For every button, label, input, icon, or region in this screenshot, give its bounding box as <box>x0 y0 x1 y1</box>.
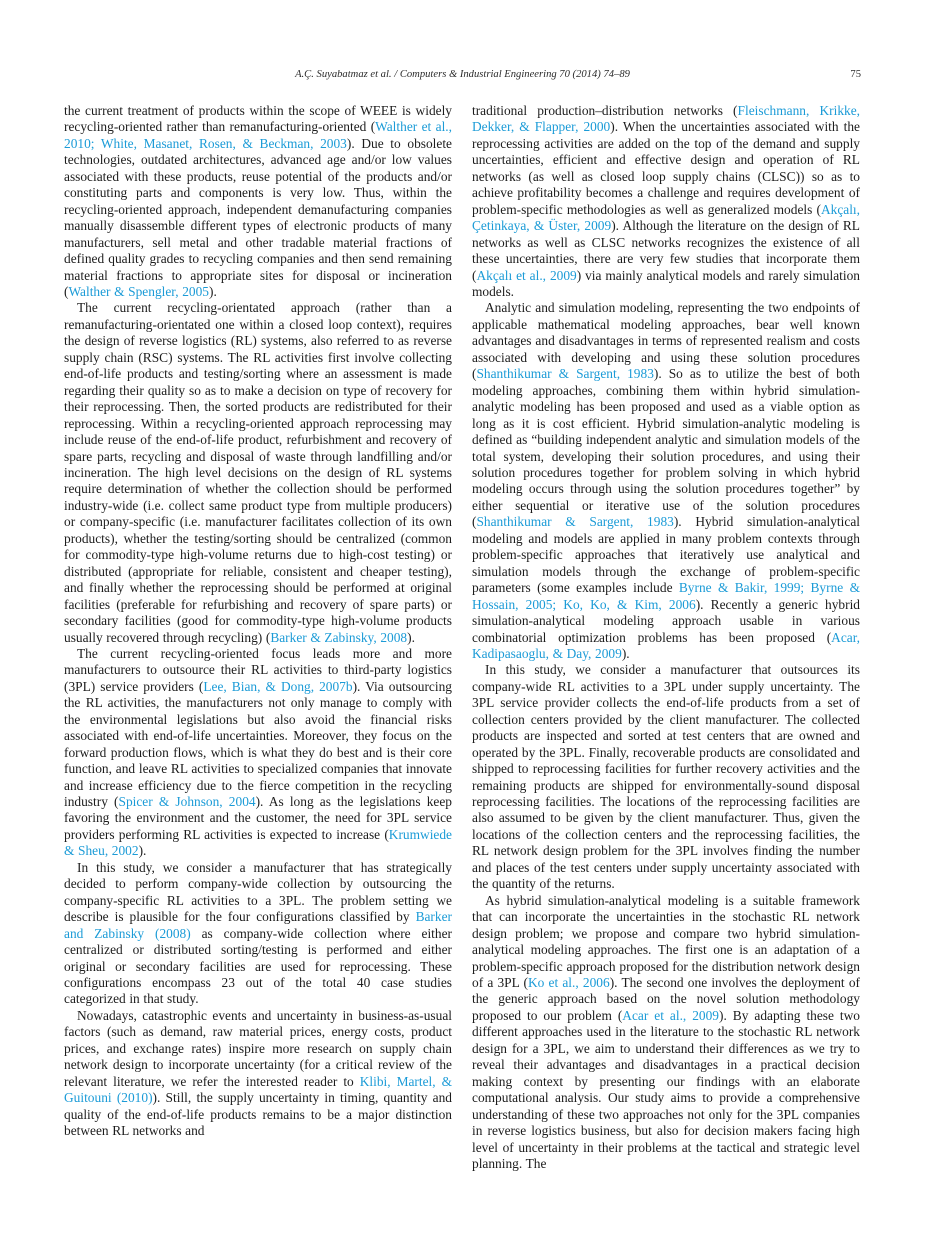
paragraph <box>472 662 860 892</box>
paragraph <box>472 103 860 300</box>
text-run: ). Hybrid simulation-analytical modeling and models are applied in many problem contexts through problem-specific approaches that iteratively use analytical and simulation models through the exchange of problem-specific parameters (some examples include <box>472 514 860 596</box>
text-run: ). Via outsourcing the RL activities, the manufacturers not only manage to comply with the environmental legislations but also avoid the financial risks associated with end-of-life uncertainties. Moreover, they focus on the forward production flows, which is what they do best and is their core function, and leave RL activities to specialized companies that innovate and increase efficiency due to the fierce competition in the recycling industry ( <box>64 678 452 810</box>
article-body <box>64 103 861 1172</box>
text-run: ) via mainly analytical models and rarely simulation models. <box>472 267 860 299</box>
paragraph <box>64 1008 452 1140</box>
text-run: ). Recently a generic hybrid simulation-analytical modeling approach usable in various combinatorial optimization problems has been proposed ( <box>472 596 860 645</box>
page-number: 75 <box>850 69 861 80</box>
text-run: as company-wide collection where either centralized or distributed sorting/testing is performed and either original or secondary facilities are used for reprocessing. These configurations encompass 23 out of the total 40 case studies categorized in that study. <box>64 925 452 1007</box>
citation-link[interactable]: Ko et al., 2006 <box>527 975 610 991</box>
text-run: the current treatment of products within the scope of WEEE is widely recycling-oriented rather than remanufacturing-oriented ( <box>64 103 452 135</box>
citation-link[interactable]: Acar et al., 2009 <box>622 1007 720 1023</box>
text-run: ). Although the literature on the design of RL networks as well as CLSC networks recognizes the existence of all these uncertainties, there are very few studies that incorporate them ( <box>472 218 860 283</box>
text-run: In this study, we consider a manufacturer that outsources its company-wide RL activities to a 3PL under supply uncertainty. The 3PL service provider collects the end-of-life products from a set of collection centers provided by the client manufacturer. The collected products are inspected and sorted at test centers that are owned and operated by the 3PL. Finally, recoverable products are consolidated and shipped to reprocessing facilities for further recovery activities and the remaining products are shipped for environmentally-sound disposal reprocessing facilities. The locations of the reprocessing facilities are also assumed to be given by the client manufacturer. Thus, given the locations of the collection centers and the reprocessing facilities, the RL network design problem for the 3PL involves finding the number and places of the test centers under supply uncertainty associated with the quantity of the returns. <box>472 662 860 892</box>
text-run: ). Due to obsolete technologies, outdated architectures, advanced age and/or low values associated with these products, reuse potential of the products and/or constituting parts and components is very low. Thus, within the recycling-oriented approach, independent demanufacturing companies manually disassemble different types of electronic products of many manufacturers, sell metal and other tradable material fractions of defined quality grades to recycling companies and then send remaining material fractions to appropriate sites for disposal or incineration ( <box>64 135 452 299</box>
citation-link[interactable]: Acar, Kadipasaoglu, & Day, 2009 <box>472 629 860 661</box>
text-run: traditional production–distribution networks ( <box>472 103 738 118</box>
citation-link[interactable]: Fleischmann, Krikke, Dekker, & Flapper, 2000 <box>472 103 860 135</box>
citation-link[interactable]: Akçalı, Çetinkaya, & Üster, 2009 <box>472 201 860 234</box>
citation-link[interactable]: Krumwiede & Sheu, 2002 <box>64 826 452 859</box>
paragraph <box>64 646 452 860</box>
left-column <box>64 103 452 1172</box>
paragraph <box>64 300 452 646</box>
paragraph <box>64 103 452 300</box>
text-run: ). When the uncertainties associated with the reprocessing activities are added on the top of the demand and supply uncertainties, efficient and effective design and operation of RL networks (as well as closed loop supply chains (CLSC)) so as to achieve profitability becomes a challenge and requires development of problem-specific methodologies as well as generalized models ( <box>472 119 860 217</box>
text-run: ). Still, the supply uncertainty in timing, quantity and quality of the end-of-life products remains to be a major distinction between RL networks and <box>64 1090 452 1139</box>
citation-link[interactable]: Barker & Zabinsky, 2008 <box>270 629 408 645</box>
text-run: As hybrid simulation-analytical modeling is a suitable framework that can incorporate the uncertainties in the stochastic RL network design problem; we propose and compare two hybrid simulation-analytical modeling approaches. The first one is an adaptation of a problem-specific approach proposed for the distribution network design of a 3PL ( <box>472 892 860 991</box>
paragraph <box>472 893 860 1173</box>
text-run: ). <box>621 645 630 661</box>
text-run: ). <box>138 843 147 859</box>
citation-link[interactable]: Walther & Spengler, 2005 <box>68 283 209 299</box>
citation-link[interactable]: Lee, Bian, & Dong, 2007b <box>203 678 353 694</box>
page-header <box>64 68 861 82</box>
text-run: ). So as to utilize the best of both modeling approaches, combining them within hybrid simulation-analytic modeling has been proposed and used as a viable option as long as it is cost efficient. Hybrid simulation-analytic modeling is defined as “building independent analytic and simulation models of the total system, developing their solution procedures, and using their solution procedures together for problem solving in which hybrid modeling occurs through using the solution procedures together” by either sequential or iterative use of the solution procedures ( <box>472 366 860 530</box>
citation-link[interactable]: Shanthikumar & Sargent, 1983 <box>476 366 654 382</box>
text-run: Nowadays, catastrophic events and uncertainty in business-as-usual factors (such as demand, raw material prices, energy costs, product prices, and exchange rates) inspire more research on supply chain network design to incorporate uncertainty (for a critical review of the relevant literature, we refer the interested reader to <box>64 1007 452 1089</box>
text-run: The current recycling-oriented focus leads more and more manufacturers to outsource their RL activities to third-party logistics (3PL) service providers ( <box>64 645 452 694</box>
text-run: ). <box>208 283 217 299</box>
citation-link[interactable]: Spicer & Johnson, 2004 <box>118 794 256 810</box>
text-run: ). As long as the legislations keep favoring the environment and the customer, the need for 3PL service providers performing RL activities is expected to increase ( <box>64 794 452 842</box>
running-head-text: A.Ç. Suyabatmaz et al. / Computers & Industrial Engineering 70 (2014) 74–89 <box>295 69 630 80</box>
citation-link[interactable]: Shanthikumar & Sargent, 1983 <box>476 514 674 530</box>
text-run: In this study, we consider a manufacturer that has strategically decided to perform company-wide collection by outsourcing the company-specific RL activities to a 3PL. The problem setting we describe is plausible for the four configurations classified by <box>64 859 452 925</box>
right-column <box>472 103 860 1172</box>
citation-link[interactable]: Walther et al., 2010; White, Masanet, Rosen, & Beckman, 2003 <box>64 119 452 151</box>
text-run: ). By adapting these two different approaches used in the literature to the stochastic RL network design for a 3PL, we aim to understand their differences as we try to reveal their advantages and disadvantages in a practical decision making context by presenting our findings with an elaborate computational analysis. Our study aims to provide a comprehensive understanding of these two approaches not only for the 3PL companies in reverse logistics business, but also for decision makers facing high level of uncertainty in their problems at the tactical and strategic level planning. The <box>472 1007 861 1171</box>
citation-link[interactable]: Klibi, Martel, & Guitouni (2010) <box>64 1073 452 1106</box>
text-run: The current recycling-orientated approach (rather than a remanufacturing-orientated one within a closed loop context), requires the design of reverse logistics (RL) systems, also referred to as reverse supply chain (RSC) systems. The RL activities first involve collecting end-of-life products and testing/sorting where an assessment is made regarding their quality so as to make a decision on type of recovery for their reprocessing. Then, the sorted products are redistributed for their reprocessing. Within a recycling-oriented approach reprocessing may include reuse of the end-of-life product, refurbishment and recovery of spare parts, recycling and disposal of waste through landfilling and/or incineration. The high level decisions on the design of RL systems require determination of whether the collection should be performed industry-wide (i.e. collect same product type from multiple producers) or company-specific (i.e. manufacturer facilitates collection of its own products), whether the testing/sorting should be centralized (common for commodity-type high-volume returns due to high-cost testing) or distributed (appropriate for reliable, consistent and cheaper testing), and finally whether the reprocessing should be performed at original facilities (preferable for refurbishing and recovery of spare parts) or secondary facilities (good for commodity-type high-volume products usually recovered through recycling) ( <box>64 300 452 645</box>
text-run: Analytic and simulation modeling, representing the two endpoints of applicable mathematical modeling approaches, bear well known advantages and disadvantages in terms of represented realism and costs associated with developing and using these solution procedures ( <box>472 300 860 382</box>
paragraph <box>472 300 860 662</box>
text-run: ). <box>407 629 415 645</box>
citation-link[interactable]: Akçalı et al., 2009 <box>476 267 577 283</box>
citation-link[interactable]: Byrne & Bakir, 1999; Byrne & Hossain, 2005; Ko, Ko, & Kim, 2006 <box>472 580 861 612</box>
paragraph <box>64 860 452 1008</box>
citation-link[interactable]: Barker and Zabinsky (2008) <box>64 909 452 941</box>
text-run: ). The second one involves the deployment of the generic approach based on the novel solution methodology proposed to our problem ( <box>472 975 860 1023</box>
